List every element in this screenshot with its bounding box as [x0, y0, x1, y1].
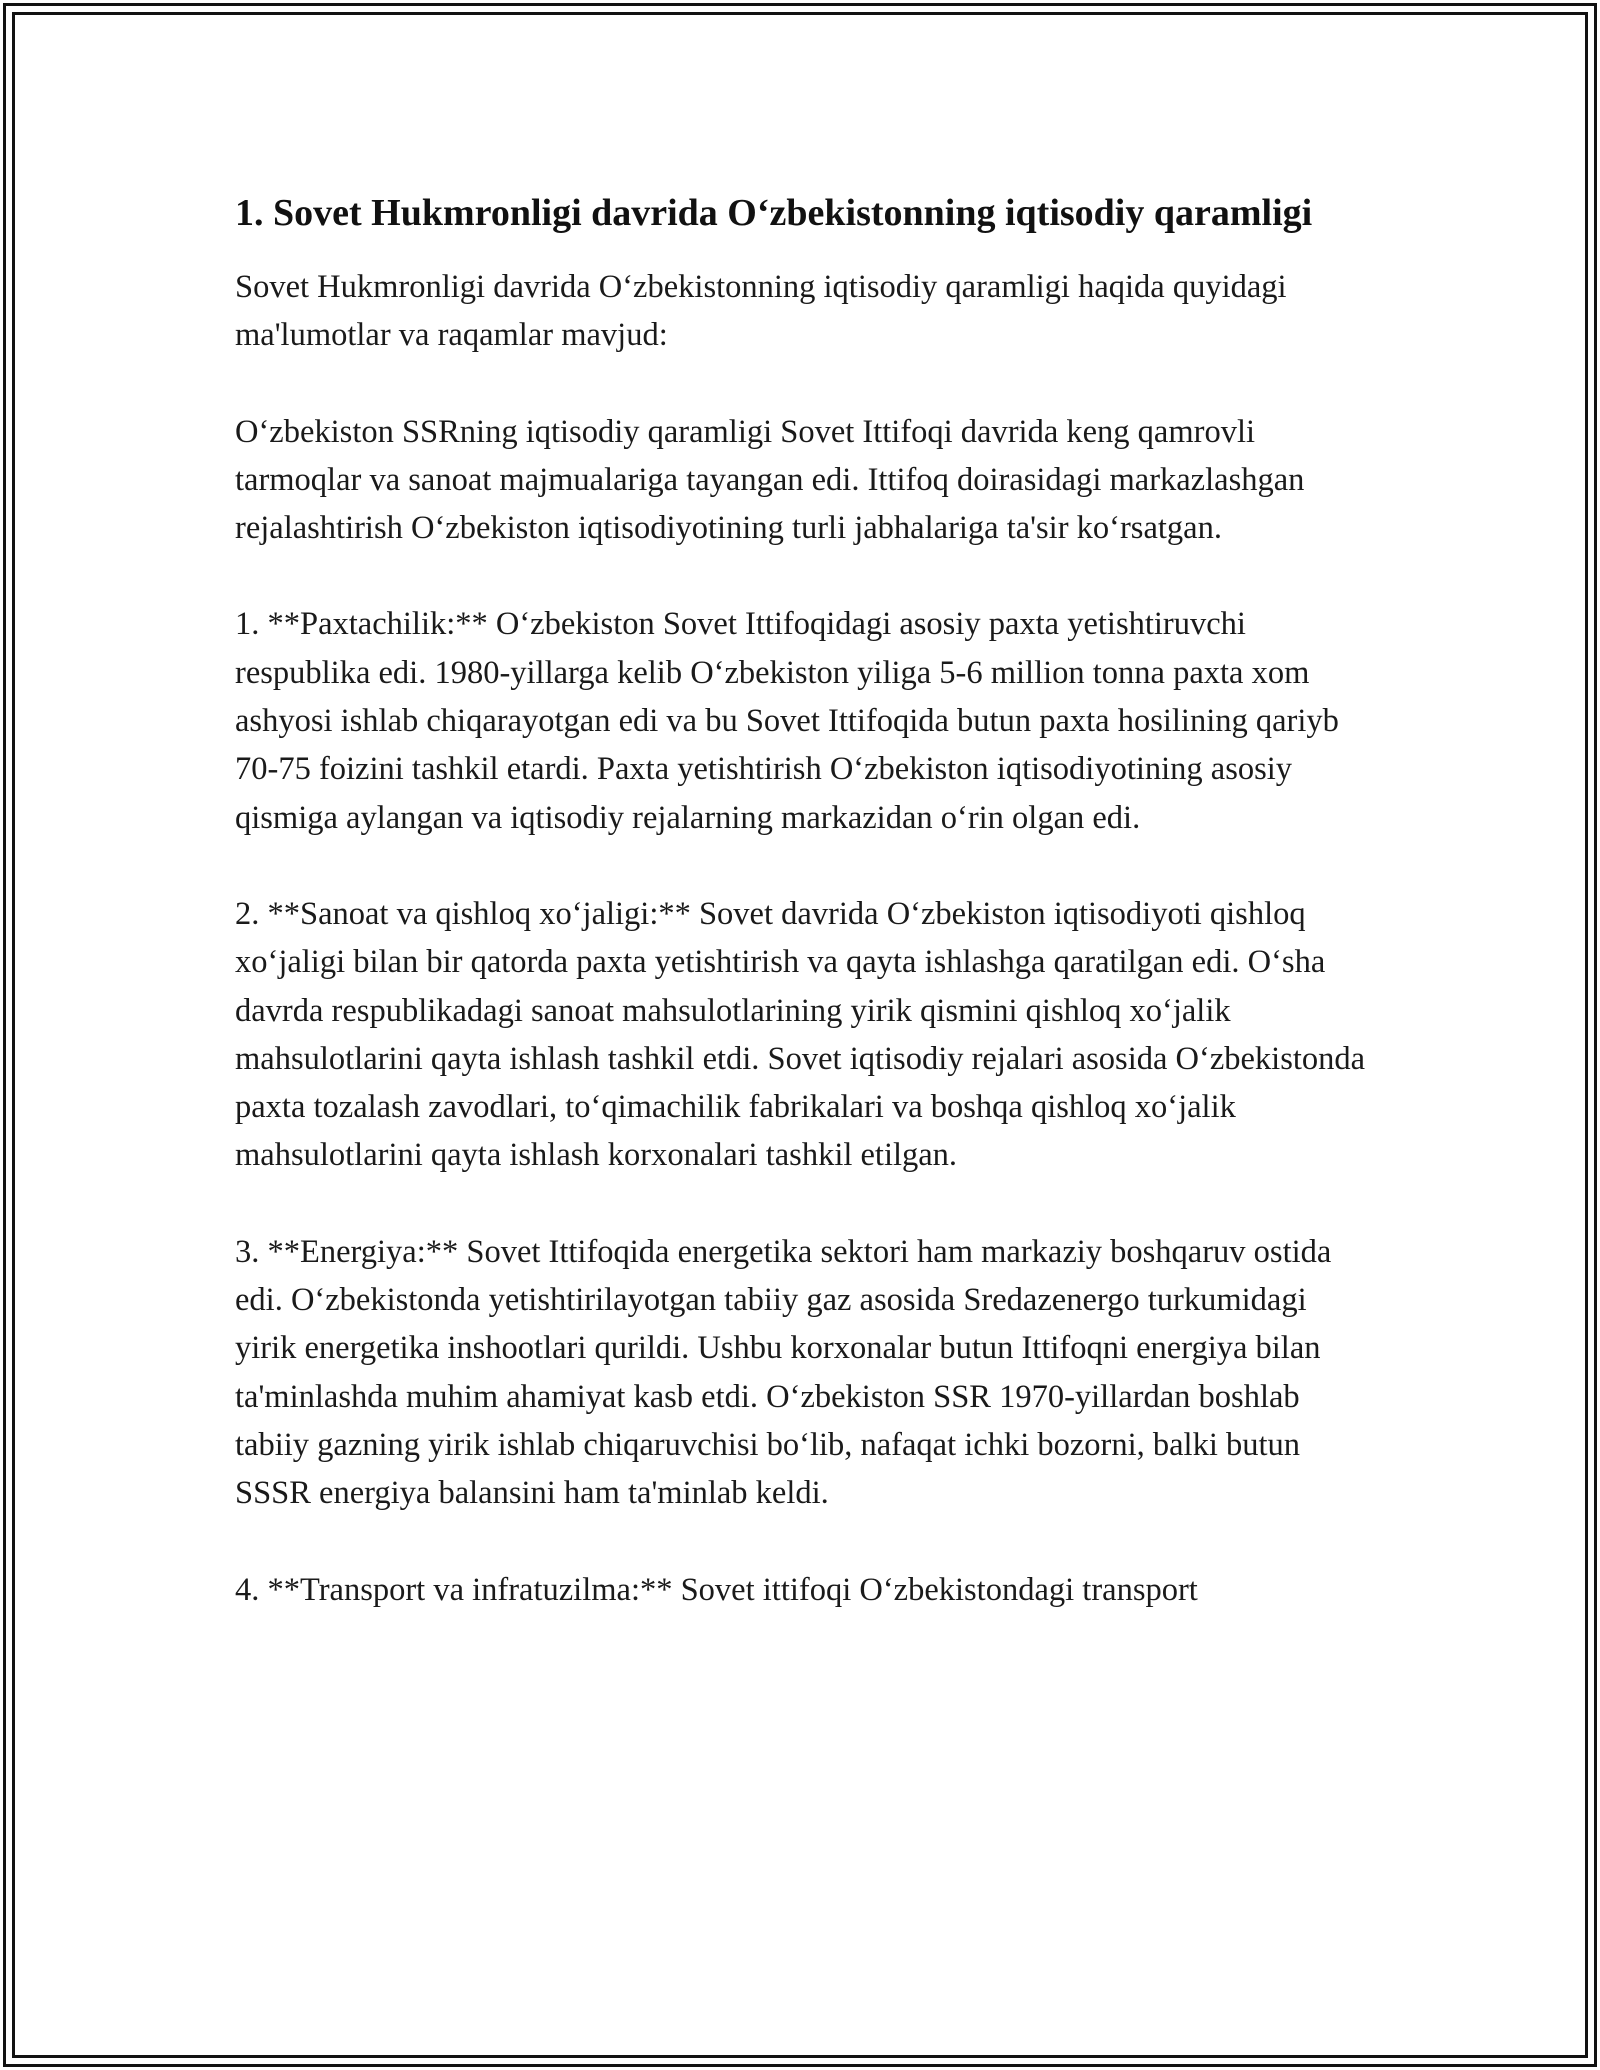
- document-body: [235, 186, 1375, 1614]
- list-item-cotton: 1. **Paxtachilik:** O‘zbekiston Sovet Ittifoqidagi asosiy paxta yetishtiruvchi respublika edi. 1980-yillarga kelib O‘zbekiston yiliga 5-6 million tonna paxta xom ashyosi ishlab chiqarayotgan edi va bu Sovet Ittifoqida butun paxta hosilining qariyb 70-75 foizini tashkil etardi. Paxta yetishtirish O‘zbekiston iqtisodiyotining asosiy qismiga aylangan va iqtisodiy rejalarning markazidan o‘rin olgan edi.: [235, 606, 1339, 836]
- overview-paragraph: O‘zbekiston SSRning iqtisodiy qaramligi Sovet Ittifoqi davrida keng qamrovli tarmoqlar va sanoat majmualariga tayangan edi. Ittifoq doirasidagi markazlashgan rejalashtirish O‘zbekiston iqtisodiyotining turli jabhalariga ta'sir ko‘rsatgan.: [235, 413, 1305, 547]
- list-item-transport: 4. **Transport va infratuzilma:** Sovet ittifoqi O‘zbekistondagi transport: [235, 1571, 1198, 1608]
- list-item-energy: 3. **Energiya:** Sovet Ittifoqida energetika sektori ham markaziy boshqaruv ostida edi. O‘zbekistonda yetishtirilayotgan tabiiy gaz asosida Sredazenergo turkumidagi yirik energetika inshootlari qurildi. Ushbu korxonalar butun Ittifoqni energiya bilan ta'minlashda muhim ahamiyat kasb etdi. O‘zbekiston SSR 1970-yillardan boshlab tabiiy gazning yirik ishlab chiqaruvchisi bo‘lib, nafaqat ichki bozorni, balki butun SSSR energiya balansini ham ta'minlab keldi.: [235, 1233, 1332, 1512]
- intro-paragraph: Sovet Hukmronligi davrida O‘zbekistonning iqtisodiy qaramligi haqida quyidagi ma'lumotlar va raqamlar mavjud:: [235, 269, 1287, 354]
- document-title: 1. Sovet Hukmronligi davrida O‘zbekistonning iqtisodiy qaramligi: [235, 192, 1313, 234]
- list-item-industry-agriculture: 2. **Sanoat va qishloq xo‘jaligi:** Sovet davrida O‘zbekiston iqtisodiyoti qishloq xo‘jaligi bilan bir qatorda paxta yetishtirish va qayta ishlashga qaratilgan edi. O‘sha davrda respublikadagi sanoat mahsulotlarining yirik qismini qishloq xo‘jalik mahsulotlarini qayta ishlash tashkil etdi. Sovet iqtisodiy rejalari asosida O‘zbekistonda paxta tozalash zavodlari, to‘qimachilik fabrikalari va boshqa qishloq xo‘jalik mahsulotlarini qayta ishlash korxonalari tashkil etilgan.: [235, 895, 1366, 1174]
